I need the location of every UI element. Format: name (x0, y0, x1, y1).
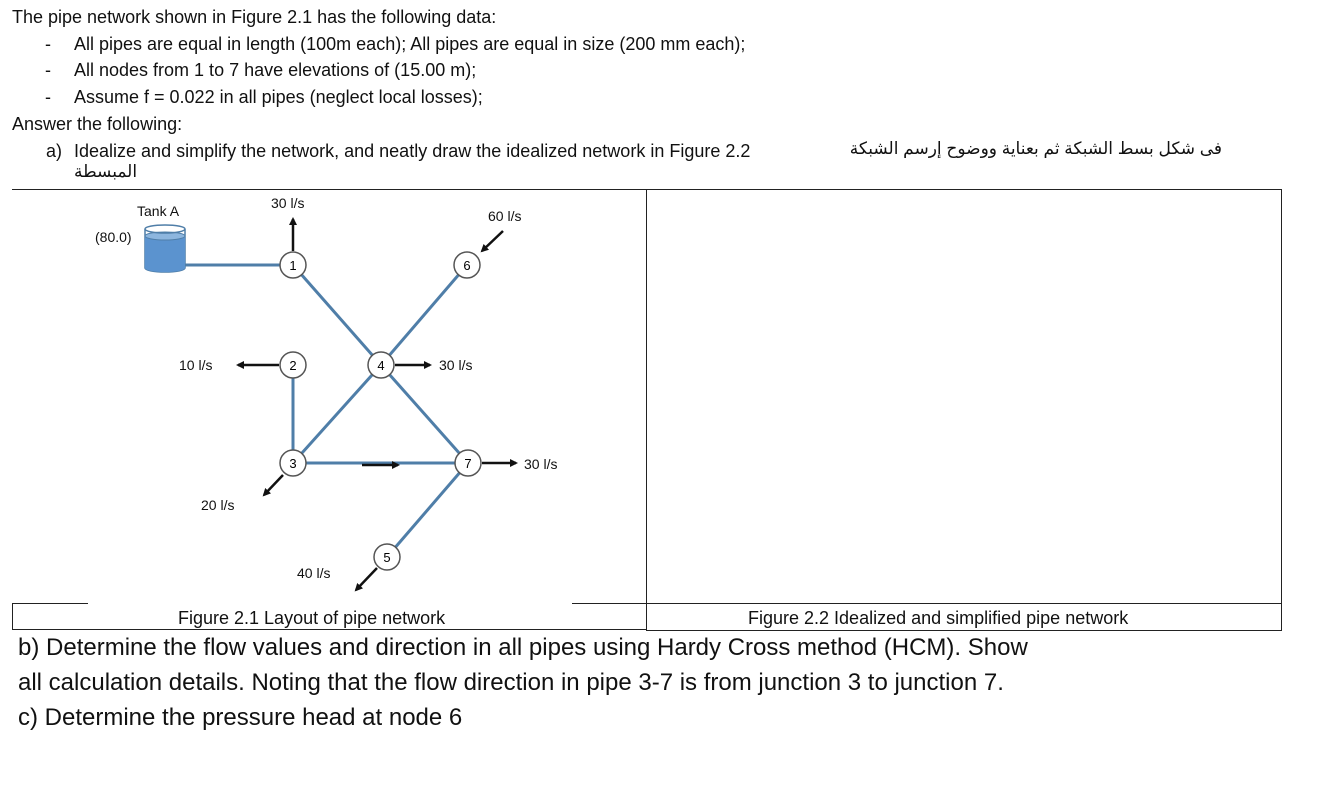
node-label: 1 (289, 258, 297, 273)
part-b-line-1: b) Determine the flow values and direction in all pipes using Hardy Cross method (HCM). Show (18, 634, 1028, 661)
tank-elevation: (80.0) (95, 229, 132, 245)
node-label: 4 (377, 358, 385, 373)
flow-label-node6: 60 l/s (488, 208, 522, 224)
pipe-4-7 (381, 365, 468, 463)
node-label: 7 (464, 456, 472, 471)
part-a-arabic: فى شكل بسط الشبكة ثم بعناية ووضوح إرسم الشبكة (849, 139, 1222, 158)
arrow-node5-out (356, 568, 377, 590)
pipe-7-5 (387, 463, 468, 557)
flow-label-node1: 30 l/s (271, 195, 305, 211)
node-3 (280, 450, 306, 476)
pipe-6-4 (381, 265, 467, 365)
node-5 (374, 544, 400, 570)
part-a-arabic-2: المبسطة (74, 162, 138, 181)
part-b-line-2: all calculation details. Noting that the flow direction in pipe 3-7 is from junction 3 to junction 7. (18, 669, 1004, 696)
bullet-marker: - (45, 60, 51, 80)
arrow-node3-out (264, 475, 283, 495)
node-label: 2 (289, 358, 297, 373)
bullet-elevations: All nodes from 1 to 7 have elevations of (15.00 m); (74, 60, 477, 80)
part-a-label: a) (46, 141, 63, 161)
tank-label: Tank A (137, 203, 180, 219)
intro-text: The pipe network shown in Figure 2.1 has the following data: (12, 7, 497, 27)
pipe-4-3 (293, 365, 381, 463)
bullet-marker: - (45, 87, 51, 107)
tank-icon (145, 225, 185, 272)
arrow-node6-in (482, 231, 503, 251)
node-6 (454, 252, 480, 278)
part-a-text: Idealize and simplify the network, and neatly draw the idealized network in Figure 2.2 (74, 141, 751, 161)
node-label: 5 (383, 550, 391, 565)
figure-2-2-caption: Figure 2.2 Idealized and simplified pipe network (748, 608, 1129, 628)
flow-label-node5: 40 l/s (297, 565, 331, 581)
flow-label-node3: 20 l/s (201, 497, 235, 513)
node-2 (280, 352, 306, 378)
flow-label-node4: 30 l/s (439, 357, 473, 373)
bullet-friction: Assume f = 0.022 in all pipes (neglect local losses); (74, 87, 483, 107)
part-c-text: c) Determine the pressure head at node 6 (18, 704, 463, 731)
answer-heading: Answer the following: (12, 114, 183, 134)
node-label: 6 (463, 258, 471, 273)
bullet-marker: - (45, 34, 51, 54)
flow-label-node2: 10 l/s (179, 357, 213, 373)
figure-2-1-caption: Figure 2.1 Layout of pipe network (178, 608, 446, 628)
node-1 (280, 252, 306, 278)
bullet-pipes: All pipes are equal in length (100m each); All pipes are equal in size (200 mm each); (74, 34, 746, 54)
node-7 (455, 450, 481, 476)
pipe-1-4 (293, 265, 381, 365)
node-label: 3 (289, 456, 297, 471)
node-4 (368, 352, 394, 378)
flow-label-node7: 30 l/s (524, 456, 558, 472)
